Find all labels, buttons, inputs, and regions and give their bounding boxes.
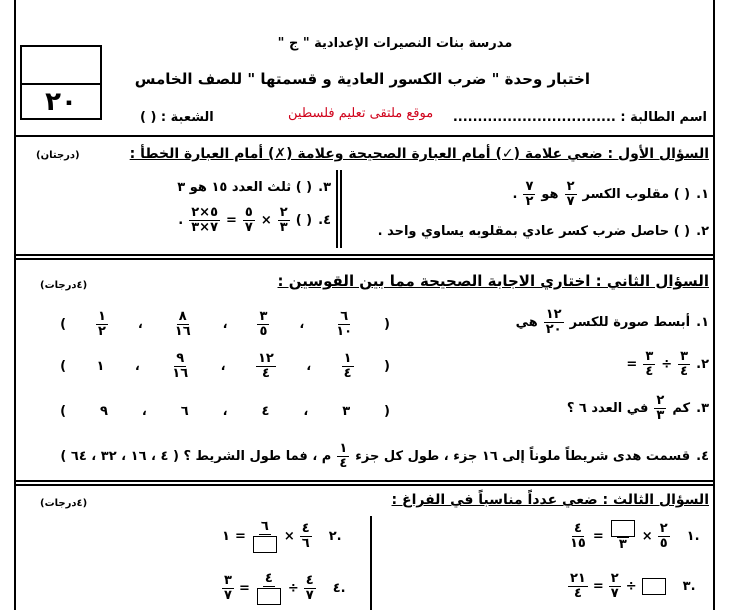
grade-total: ٢٠	[45, 87, 77, 117]
q3-item1-fraction-result: $\frac{٤}{١٥}$	[570, 520, 586, 551]
q2-item1-option-4: $\frac{١}{٢}$	[98, 309, 106, 339]
watermark-text: موقع ملتقى تعليم فلسطين	[288, 106, 434, 121]
grade-box	[20, 45, 102, 120]
exam-title: اختبار وحدة " ضرب الكسور العادية و قسمتها " للصف الخامس	[134, 70, 590, 88]
q3-item3-answer-box[interactable]	[642, 578, 666, 595]
q1-item1-number: ١.	[696, 187, 709, 202]
q3-col-divider	[370, 516, 372, 610]
q1-item1-text-b: هو	[541, 187, 559, 202]
q1-item1-fraction-b: $\frac{٧}{٢}$	[525, 179, 534, 209]
q3-item2-fraction-a: $\frac{٤}{٦}$	[301, 521, 310, 551]
q2-item1-option-1: $\frac{٦}{١٠}$	[336, 309, 353, 339]
q1-item1-fraction-a: $\frac{٢}{٧}$	[566, 179, 575, 209]
q1-item4: ٤. ( ) $\frac{٢}{٣}$ × $\frac{٥}{٧}$ = $\frac{٥\times ٢}{٧\times ٣}$ .	[178, 205, 331, 235]
q2-item2-fraction-a: $\frac{٣}{٤}$	[680, 349, 689, 379]
q1-item3: ٣. ( ) ثلث العدد ١٥ هو ٣	[177, 180, 331, 195]
q2-item3-question: ٣. كم $\frac{٢}{٣}$ في العدد ٦ ؟	[566, 393, 709, 423]
q1-item4-fraction-c: $\frac{٥\times ٢}{٧\times ٣}$	[191, 205, 218, 235]
q1-col-divider-1	[336, 170, 338, 248]
q2-item2-question: ٢. $\frac{٣}{٤}$ ÷ $\frac{٣}{٤}$ =	[626, 349, 709, 379]
q1-col-divider-2	[340, 170, 342, 248]
left-border	[14, 0, 16, 610]
q3-item1: $\frac{٤}{١٥}$ = ٣ × $\frac{٢}{٥}$ ١.	[570, 520, 700, 552]
q3-item2: ١ = ٦ × $\frac{٤}{٦}$ ٢.	[222, 519, 342, 551]
q3-item4-answer-box[interactable]	[257, 588, 281, 605]
q2-item2-option-1: $\frac{١}{٤}$	[343, 351, 352, 381]
q3-item1-answer-box[interactable]	[611, 520, 635, 537]
q2-item3-option-4: ٩	[99, 404, 108, 419]
q3-title: السؤال الثالث : ضعي عدداً مناسباً في الفراغ :	[391, 492, 709, 508]
q3-item2-answer-box[interactable]	[253, 536, 277, 553]
q2-item2-option-4: ١	[96, 359, 105, 374]
q1-points: (درجتان)	[36, 150, 80, 161]
q2-item1-option-3: $\frac{٨}{١٦}$	[174, 309, 191, 339]
q3-item4: $\frac{٣}{٧}$ = ٤ ÷ $\frac{٤}{٧}$ ٤.	[224, 571, 346, 603]
q1-item3-text: ( ) ثلث العدد ١٥ هو ٣	[177, 180, 313, 195]
q3-points: (٤درجات)	[40, 498, 88, 509]
divider-q2	[14, 480, 715, 482]
right-border	[713, 0, 715, 610]
q1-title: السؤال الأول : ضعي علامة (✓) أمام العبارة الصحيحة وعلامة (✗) أمام العبارة الخطأ :	[129, 146, 709, 162]
q1-item4-fraction-b: $\frac{٥}{٧}$	[244, 205, 253, 235]
q1-item4-fraction-a: $\frac{٢}{٣}$	[279, 205, 288, 235]
q2-item4-fraction: $\frac{١}{٤}$	[339, 441, 348, 471]
q2-item3-fraction: $\frac{٢}{٣}$	[656, 393, 665, 423]
q1-item1: ١. ( ) مقلوب الكسر $\frac{٢}{٧}$ هو $\frac{٧}{٢}$ .	[512, 179, 709, 209]
q1-item2-text: ( ) حاصل ضرب كسر عادي بمقلوبه يساوي واحد .	[377, 224, 691, 239]
q2-item3-option-2: ٤	[261, 404, 270, 419]
q2-item1-option-2: $\frac{٣}{٥}$	[259, 309, 268, 339]
q3-item2-fraction-blank: ٦	[251, 520, 279, 553]
q2-item1-fraction: $\frac{١٢}{٢٠}$	[545, 307, 562, 337]
q3-item4-fraction-blank: ٤	[255, 572, 283, 605]
school-name: مدرسة بنات النصيرات الإعدادية " ج "	[277, 36, 513, 51]
q3-item4-fraction-result: $\frac{٣}{٧}$	[224, 573, 232, 603]
section-field: الشعبة : ( )	[140, 110, 214, 125]
divider-q2b	[14, 484, 715, 486]
q1-item2: ٢. ( ) حاصل ضرب كسر عادي بمقلوبه يساوي واحد .	[377, 224, 709, 239]
q3-item1-fraction-blank: ٣	[609, 520, 637, 552]
q2-item2-options: ( $\frac{١}{٤}$ ، $\frac{١٢}{٤}$ ، $\frac{٩}{١٦}$ ، ١ )	[60, 351, 390, 381]
divider-top	[14, 135, 715, 137]
q2-item3-option-1: ٣	[342, 404, 351, 419]
divider-q1b	[14, 258, 715, 260]
q2-title: السؤال الثاني : اختاري الاجابة الصحيحة مما بين القوسين :	[277, 272, 709, 290]
q2-item1-options: ( $\frac{٦}{١٠}$ ، $\frac{٣}{٥}$ ، $\frac{٨}{١٦}$ ، $\frac{١}{٢}$ )	[60, 309, 390, 339]
q2-item1-question: ١. أبسط صورة للكسر $\frac{١٢}{٢٠}$ هي	[515, 307, 709, 337]
divider-q1	[14, 254, 715, 256]
q2-points: (٤درجات)	[40, 280, 88, 291]
q2-item4-question: ٤. قسمت هدى شريطاً ملوناً إلى ١٦ جزء ، طول كل جزء $\frac{١}{٤}$ م ، فما طول الشريط ؟ ( ٤ ، ١٦ ، ٣٢ ، ٦٤ )	[60, 441, 709, 471]
q3-item4-fraction-a: $\frac{٤}{٧}$	[305, 573, 314, 603]
q3-item3: $\frac{٢١}{٤}$ = $\frac{٢}{٧}$ ÷ ٣.	[570, 571, 696, 601]
q3-item3-fraction-result: $\frac{٢١}{٤}$	[570, 571, 586, 601]
q1-item1-text: ( ) مقلوب الكسر	[582, 187, 691, 202]
q2-item2-fraction-b: $\frac{٣}{٤}$	[645, 349, 654, 379]
q2-item2-option-3: $\frac{٩}{١٦}$	[172, 351, 189, 381]
q2-item3-options: ( ٣ ، ٤ ، ٦ ، ٩ )	[60, 404, 390, 419]
q2-item2-option-2: $\frac{١٢}{٤}$	[257, 351, 274, 381]
q2-item3-option-3: ٦	[180, 404, 189, 419]
student-name-field: اسم الطالبة : .................................	[452, 110, 707, 125]
q3-item1-fraction-a: $\frac{٢}{٥}$	[659, 520, 668, 551]
q3-item3-fraction-b: $\frac{٢}{٧}$	[610, 571, 619, 601]
